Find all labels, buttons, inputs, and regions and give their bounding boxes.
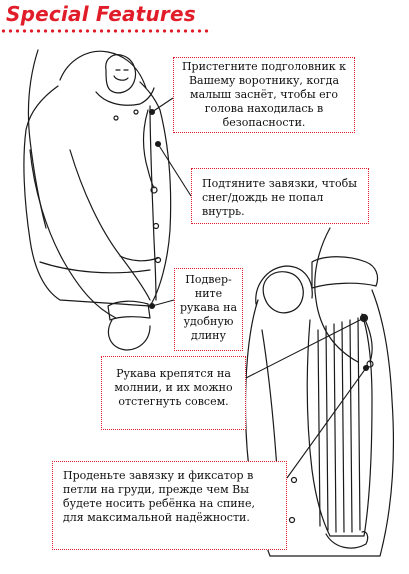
back-drawcord <box>366 322 372 362</box>
back-sleeve-ribs-a <box>318 318 360 532</box>
baby-face <box>114 76 128 80</box>
back-cuff <box>326 532 368 548</box>
front-hand <box>108 320 150 350</box>
leader-dot-3 <box>150 304 155 309</box>
callout-roll-sleeves: Подвер-ните рукава на удобную длину <box>174 268 243 351</box>
front-pocket <box>120 256 158 261</box>
back-sleeve <box>307 314 372 536</box>
front-drawcord <box>144 110 155 188</box>
front-button-4 <box>134 110 138 114</box>
callout-zip-sleeves: Рукава крепятся на молнии, и их можно отстегнуть совсем. <box>101 356 246 430</box>
front-hem <box>40 262 150 273</box>
leader-dot-2 <box>156 142 161 147</box>
back-adult-outline <box>315 228 358 362</box>
front-zipper <box>150 106 156 300</box>
back-baby-head <box>263 272 303 313</box>
back-collar <box>312 257 378 288</box>
callout-chest-loops: Проденьте завязку и фиксатор в петли на груди, прежде чем Вы будете носить ребёнка на спине, для максимальной надёжности. <box>52 461 287 550</box>
baby-head <box>106 55 136 93</box>
leader-dot-5 <box>364 366 369 371</box>
leader-line-3 <box>152 300 174 306</box>
front-sleeve-inner <box>70 150 150 300</box>
leader-dot-4 <box>362 316 367 321</box>
front-button-1 <box>154 224 159 229</box>
front-button-3 <box>114 116 118 120</box>
front-hood-outline <box>60 51 146 88</box>
leader-line-4 <box>246 318 364 378</box>
front-adult-outline <box>28 50 46 228</box>
page-title: Special Features <box>6 2 196 26</box>
leader-line-2 <box>158 144 191 196</box>
callout-hood-attach: Пристегните подголовник к Вашему воротнику, когда малыш заснёт, чтобы его голова находилась в безопасности. <box>173 57 355 133</box>
callout-drawcords: Подтяните завязки, чтобы снег/дождь не попал внутрь. <box>191 168 369 224</box>
back-button-2 <box>290 518 295 523</box>
front-collar <box>96 88 154 105</box>
back-button-1 <box>292 478 297 483</box>
front-sleeve-outer <box>30 150 116 318</box>
leader-dot-1 <box>150 110 155 115</box>
